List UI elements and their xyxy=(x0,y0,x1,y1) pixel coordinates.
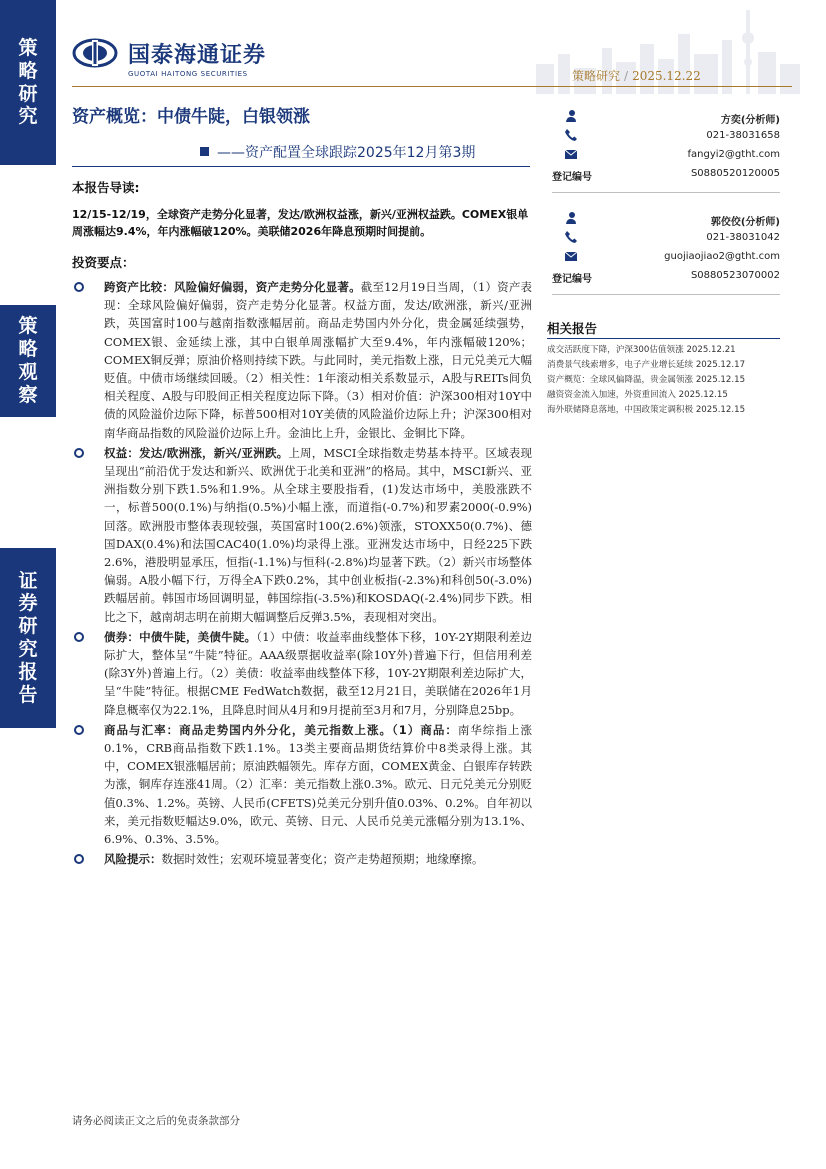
sidebar-label-strategy-research: 策 略 研 究 xyxy=(0,0,56,165)
sidebar xyxy=(0,0,56,1169)
disclaimer-footer: 请务必阅读正文之后的免责条款部分 xyxy=(72,1115,240,1127)
related-report-link[interactable]: 资产概览：全球风偏降温，贵金属领涨 2025.12.15 xyxy=(547,375,746,385)
analyst-card xyxy=(552,210,780,286)
related-report-link[interactable]: 成交活跃度下降，沪深300估值领涨 2025.12.21 xyxy=(547,345,736,355)
bullet-circle-icon xyxy=(74,448,84,458)
analyst-email[interactable]: fangyi2@gtht.com xyxy=(687,149,780,160)
key-point-lead: 债券：中债牛陡，美债牛陡。 xyxy=(104,629,257,644)
person-icon xyxy=(564,109,578,123)
registration-label: 登记编号 xyxy=(552,274,592,285)
subtitle-bullet-icon xyxy=(200,147,209,156)
mail-icon xyxy=(564,249,578,263)
analyst-name: 郭佼佼(分析师) xyxy=(710,217,780,228)
analyst-card xyxy=(552,108,780,184)
key-point-text: 南华综指上涨0.1%，CRB商品指数下跌1.1%。13类主要商品期货结算价中8类录得上涨。其中，COMEX银涨幅居前；原油跌幅领先。库存方面，COMEX黄金、白银库存转跌为涨，铜库存连涨41周。（2）汇率：美元指数上涨0.3%。欧元、日元兑美元分别贬值0.3%、1.2%。英镑、人民币(CFETS)兑美元分别升值0.03%、0.2%。自年初以来，美元指数贬幅达9.0%，欧元、英镑、日元、人民币兑美元涨幅分别为13.1%、6.9%、0.3%、3.5%。 xyxy=(104,722,533,847)
report-date: 2025.12.22 xyxy=(632,69,701,83)
related-reports-heading: 相关报告 xyxy=(547,321,598,336)
analyst-name: 方奕(分析师) xyxy=(720,115,780,126)
registration-number: S0880520120005 xyxy=(690,168,780,179)
bullet-circle-icon xyxy=(74,725,84,735)
key-point-text: 截至12月19日当周，（1）资产表现：全球风险偏好偏弱，资产走势分化显著。权益方面，发达/欧洲涨，新兴/亚洲跌，英国富时100与越南指数涨幅居前。商品走势国内外分化，贵金属延续强势，COMEX银、金延续上涨，其中白银单周涨幅扩大至9.4%，年内涨幅破120%；COMEX铜反弹；原油价格则持续下跌。与此同时，美元指数上涨，日元兑美元大幅贬值。中债市场继续回暖。（2）相关性：1年滚动相关系数显示，A股与REITs间负相关程度、A股与印股间正相关程度边际下降。（3）相对价值：沪深300相对10Y中债的风险溢价边际下降，标普500相对10Y美债的风险溢价边际上升；沪深300相对南华商品指数的风险溢价边际上升。金油比上升，金银比、金铜比下降。 xyxy=(104,280,532,440)
report-title: 资产概览：中债牛陡，白银领涨 xyxy=(72,107,310,127)
mail-icon xyxy=(564,147,578,161)
key-point-lead: 权益：发达/欧洲涨，新兴/亚洲跌。 xyxy=(104,445,289,460)
key-point-lead: 跨资产比较：风险偏好偏弱，资产走势分化显著。 xyxy=(104,280,361,294)
related-report-link[interactable]: 消费景气线索增多，电子产业增长延续 2025.12.17 xyxy=(547,360,746,370)
sidebar-label-securities-report: 证 券 研 究 报 告 xyxy=(0,548,56,728)
registration-label: 登记编号 xyxy=(552,172,592,183)
analyst-phone: 021-38031658 xyxy=(706,130,780,141)
key-point xyxy=(72,278,532,442)
report-meta xyxy=(572,67,701,84)
key-point xyxy=(72,444,532,626)
related-report-link[interactable]: 融资资金流入加速，外资重回流入 2025.12.15 xyxy=(547,390,728,400)
analyst-divider xyxy=(552,294,780,295)
brand xyxy=(128,38,266,78)
brand-name-en: GUOTAI HAITONG SECURITIES xyxy=(128,70,248,78)
title-divider xyxy=(72,166,530,167)
key-point-text: （1）中债：收益率曲线整体下移，10Y-2Y期限利差边际扩大，整体呈“牛陡”特征。AAA级票据收益率(除10Y外)普遍下行，但信用利差(除3Y外)普遍上行。（2）美债：收益率曲线整体下移，10Y-2Y期限利差边际扩大，呈“牛陡”特征。根据CME FedWatch数据，截至12月21日，美联储在2026年1月降息概率仅为22.1%，且降息时间从4月和9月提前至3月和7月，分别降息25bp。 xyxy=(104,629,532,717)
sidebar-label-strategy-observation: 策 略 观 察 xyxy=(0,305,56,417)
key-points-heading: 投资要点： xyxy=(72,255,135,270)
phone-icon xyxy=(564,128,578,142)
key-point-text: 数据时效性；宏观环境显著变化；资产走势超预期；地缘摩擦。 xyxy=(161,852,484,867)
analyst-phone: 021-38031042 xyxy=(706,232,780,243)
meta-separator: / xyxy=(624,69,629,83)
key-points-list xyxy=(72,278,532,869)
related-reports-list xyxy=(547,343,785,418)
main-content xyxy=(72,176,532,871)
report-category: 策略研究 xyxy=(572,69,621,83)
analyst-divider xyxy=(552,192,780,193)
key-point xyxy=(72,628,532,719)
brand-name-cn: 国泰海通证券 xyxy=(128,43,267,68)
bullet-circle-icon xyxy=(74,282,84,292)
phone-icon xyxy=(564,230,578,244)
header-divider xyxy=(72,86,792,87)
key-point-lead: 商品与汇率：商品走势国内外分化，美元指数上涨。（1）商品： xyxy=(104,722,458,737)
person-icon xyxy=(564,211,578,225)
key-point xyxy=(72,850,532,868)
key-point-lead: 风险提示： xyxy=(104,852,162,867)
guide-heading: 本报告导读: xyxy=(72,180,140,195)
related-report-link[interactable]: 海外联储降息落地，中国政策定调积极 2025.12.15 xyxy=(547,405,746,415)
bullet-circle-icon xyxy=(74,854,84,864)
bullet-circle-icon xyxy=(74,632,84,642)
related-reports-divider xyxy=(547,338,780,339)
subtitle-text: ——资产配置全球跟踪2025年12月第3期 xyxy=(217,145,476,161)
registration-number: S0880523070002 xyxy=(690,270,780,281)
key-point xyxy=(72,721,532,848)
company-logo-icon xyxy=(72,38,118,68)
analyst-email[interactable]: guojiaojiao2@gtht.com xyxy=(664,251,780,262)
guide-text: 12/15-12/19，全球资产走势分化显著，发达/欧洲权益涨，新兴/亚洲权益跌。COMEX银单周涨幅达9.4%，年内涨幅破120%。美联储2026年降息预期时间提前。 xyxy=(72,208,529,238)
key-point-text: 上周，MSCI全球指数走势基本持平。区域表现呈现出“前沿优于发达和新兴、欧洲优于北美和亚洲”的格局。其中，MSCI新兴、亚洲指数分别下跌1.5%和1.9%。从全球主要股指看，(1)发达市场中，美股涨跌不一，标普500(0.1%)与纳指(0.5%)小幅上涨，而道指(-0.7%)和罗素2000(-0.9%)回落。欧洲股市整体表现较强，英国富时100(2.6%)领涨，STOXX50(0.7%)、德国DAX(0.4%)和法国CAC40(1.0%)均录得上涨。亚洲发达市场中，日经225下跌2.6%，港股明显承压，恒指(-1.1%)与恒科(-2.8%)均显著下跌。（2）新兴市场整体偏弱。A股小幅下行，万得全A下跌0.2%，其中创业板指(-2.3%)和科创50(-3.0%)跌幅居前。韩国市场回调明显，韩国综指(-3.5%)和KOSDAQ(-2.4%)同步下跌。相比之下，越南胡志明在前期大幅调整后反弹3.5%，表现相对突出。 xyxy=(104,445,533,624)
report-subtitle xyxy=(200,142,475,162)
